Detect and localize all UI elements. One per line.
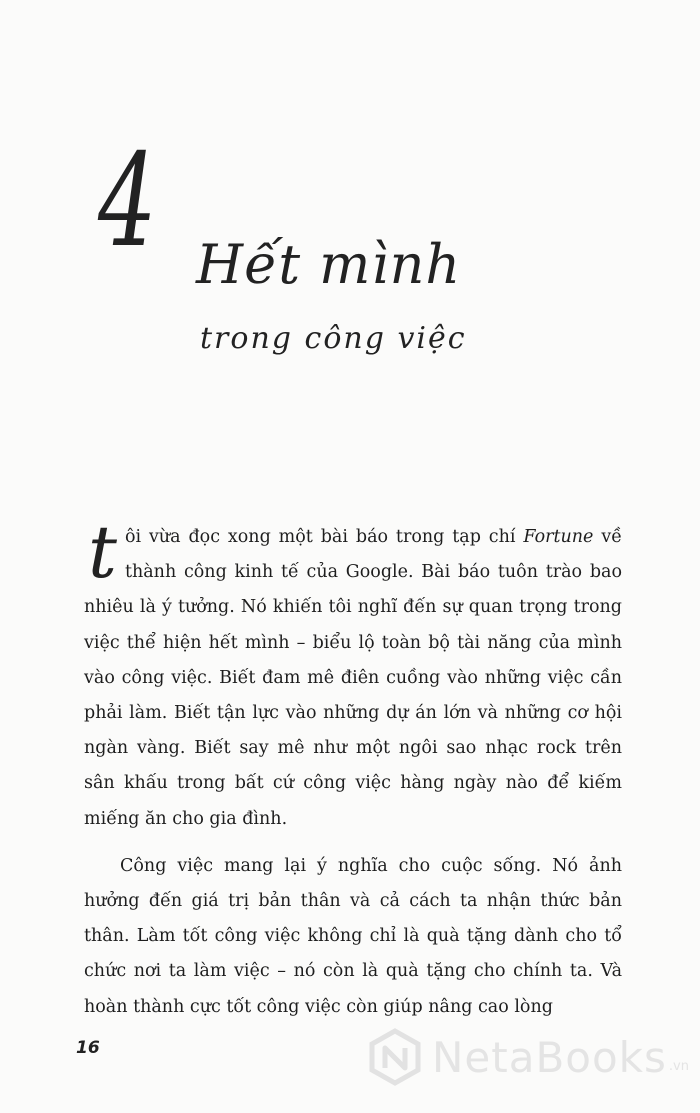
watermark-suffix: .vn — [668, 1059, 689, 1074]
body-text — [84, 510, 623, 1025]
chapter-subtitle: trong công việc — [200, 321, 467, 356]
watermark — [366, 1028, 689, 1086]
drop-cap: t — [88, 510, 117, 594]
text-line: của mình vào công việc. Biết đam mê điên cuồng vào — [84, 632, 622, 688]
chapter-number: 4 — [98, 127, 157, 276]
text-line: tổ chức nơi ta làm việc – nó còn là quà tặng cho chính ta. — [84, 926, 622, 982]
page-number: 16 — [76, 1038, 100, 1058]
text-line: trong việc thể hiện hết mình – biểu lộ toàn bộ tài năng — [84, 597, 622, 653]
text-line: nhiêu là ý tưởng. Nó khiến tôi nghĩ đến sự quan trọng — [84, 597, 568, 618]
watermark-brand: NetaBooks — [432, 1032, 667, 1082]
magazine-name: Fortune — [523, 527, 594, 547]
text-line: hưởng đến giá trị bản thân và cả cách ta nhận thức bản — [84, 891, 622, 912]
text-line: thân. Làm tốt công việc không chỉ là quà tặng dành cho — [84, 926, 598, 947]
chapter-title: Hết mình — [196, 233, 462, 296]
paragraph-2 — [84, 849, 622, 1025]
text-line: và những cơ hội ngàn vàng. Biết say mê như một ngôi sao — [84, 703, 622, 759]
text-line: những việc cần phải làm. Biết tận lực vào những dự án lớn — [84, 667, 622, 724]
text-line: nhạc rock trên sân khấu trong bất cứ công việc hàng ngày — [84, 738, 623, 794]
text-line: ôi vừa đọc xong một bài báo trong tạp chí — [124, 527, 516, 547]
text-line: Công việc mang lại ý nghĩa cho cuộc sống. Nó ảnh — [120, 855, 622, 876]
paragraph-1 — [84, 510, 623, 837]
text-line: nào để kiếm miếng ăn cho gia đình. — [84, 773, 622, 829]
netabooks-logo-icon — [366, 1028, 424, 1086]
text-line: thành công kinh tế của Google. Bài báo tuôn trào bao — [124, 562, 622, 583]
text-line: về — [601, 527, 622, 547]
text-line: Và hoàn thành cực tốt công việc còn giúp nâng cao lòng — [84, 961, 622, 1017]
